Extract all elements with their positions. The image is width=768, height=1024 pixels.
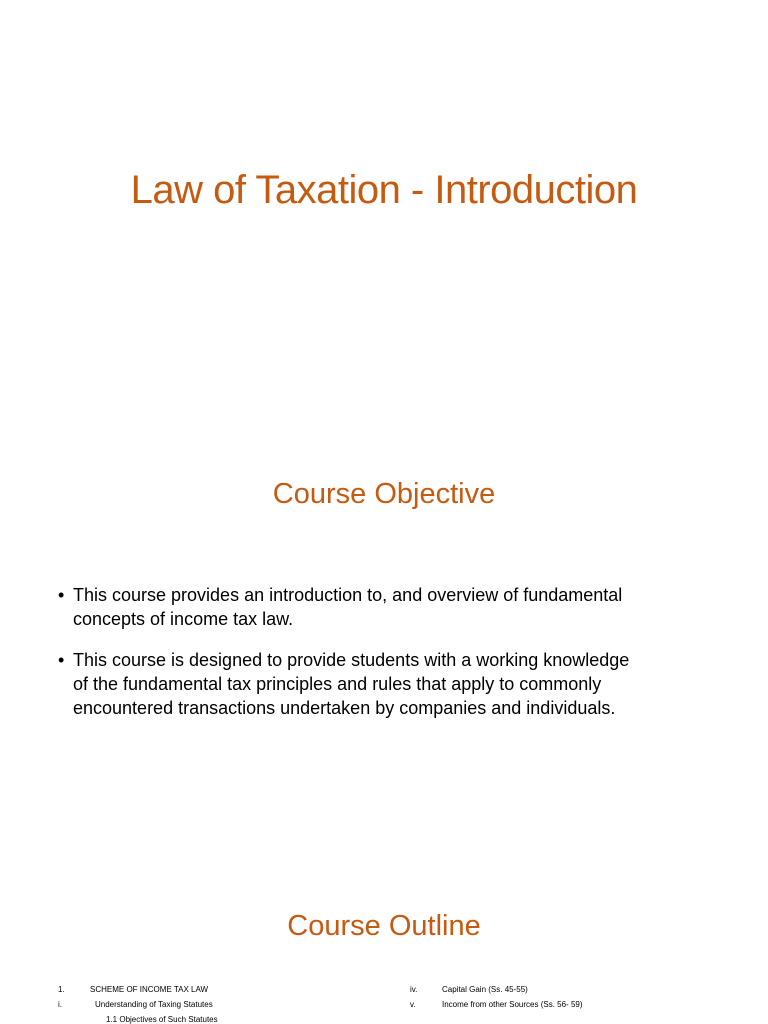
bullet-icon: • — [58, 585, 65, 605]
bullet-text-line: This course is designed to provide students with a working knowledge — [73, 650, 630, 670]
outline-text: Understanding of Taxing Statutes — [95, 1000, 213, 1009]
outline-number: 1. — [58, 985, 65, 994]
slide-title — [0, 0, 768, 432]
bullet-text-line: of the fundamental tax principles and rules that apply to commonly — [73, 674, 602, 694]
bullet-text-line: concepts of income tax law. — [73, 609, 294, 629]
outline-number: iv. — [410, 985, 418, 994]
slide-course-outline — [0, 864, 768, 1024]
outline-text: Capital Gain (Ss. 45-55) — [442, 985, 528, 994]
outline-number: i. — [58, 1000, 62, 1009]
bullet-text-line: encountered transactions undertaken by companies and individuals. — [73, 698, 616, 718]
slide-course-objective — [0, 432, 768, 864]
course-outline-heading: Course Outline — [287, 910, 481, 942]
outline-number: v. — [410, 1000, 416, 1009]
outline-text: Income from other Sources (Ss. 56- 59) — [442, 1000, 583, 1009]
outline-text: 1.1 Objectives of Such Statutes — [106, 1015, 218, 1024]
objective-bullet-list — [58, 583, 718, 737]
objective-bullet-item — [58, 648, 718, 720]
outline-text: SCHEME OF INCOME TAX LAW — [90, 985, 209, 994]
page-title: Law of Taxation - Introduction — [130, 168, 638, 212]
bullet-icon: • — [58, 650, 65, 670]
bullet-text-line: This course provides an introduction to, and overview of fundamental — [73, 585, 623, 605]
objective-bullet-item — [58, 583, 718, 631]
course-objective-heading: Course Objective — [272, 478, 496, 510]
